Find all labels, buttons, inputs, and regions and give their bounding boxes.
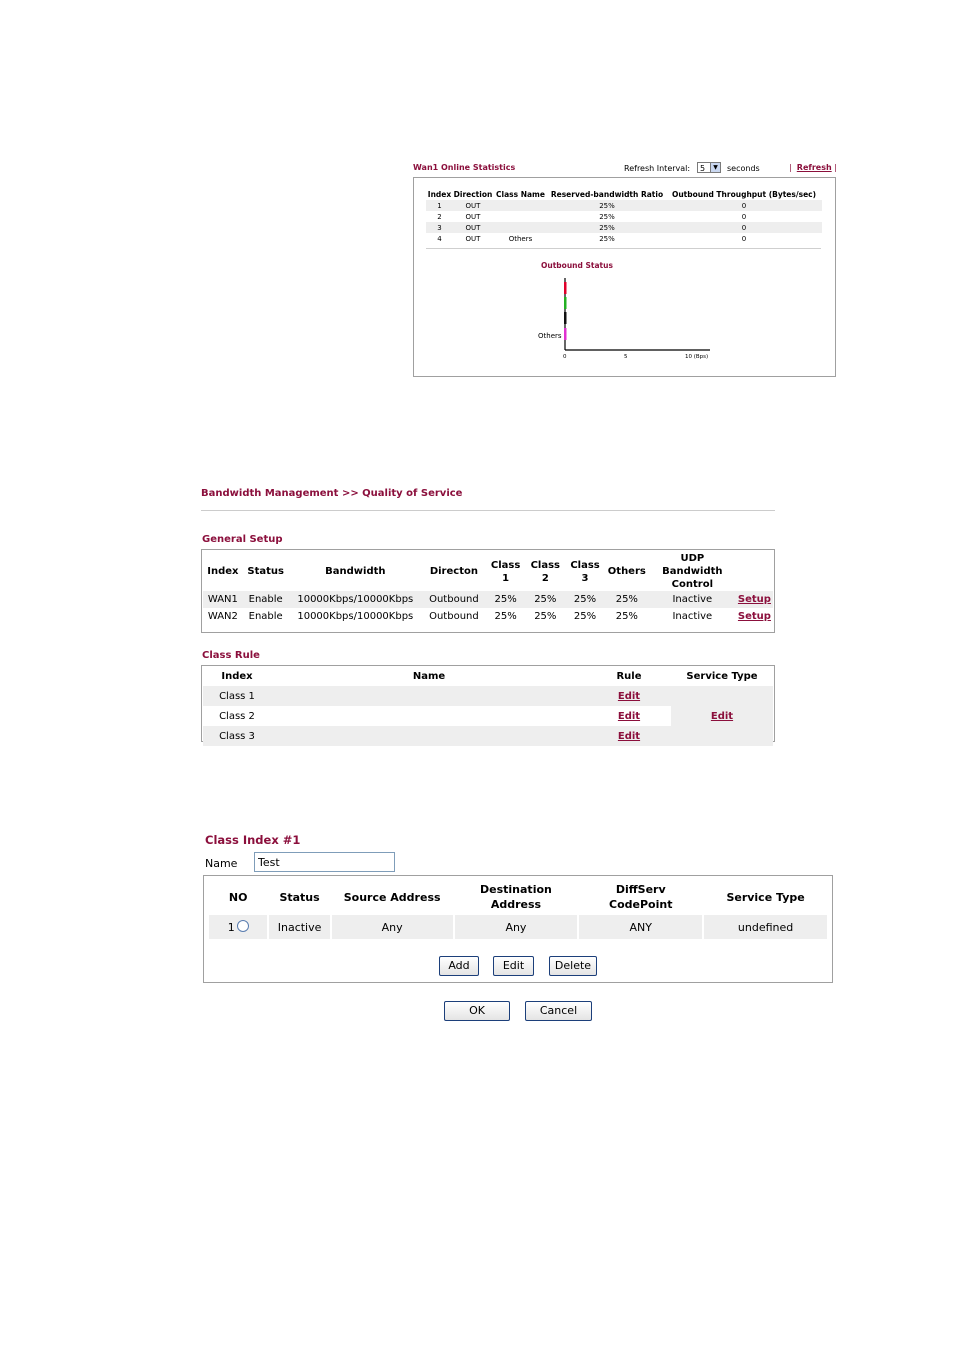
refresh-interval-value: 5 xyxy=(700,164,706,173)
cell-index: WAN1 xyxy=(203,591,243,608)
cell-ratio: 25% xyxy=(599,234,615,243)
cell-bandwidth: 10000Kbps/10000Kbps xyxy=(297,611,414,622)
cell-setup xyxy=(736,591,773,608)
cell-class-3: 25% xyxy=(573,611,597,622)
cell-rule xyxy=(587,686,671,706)
col-name: Name xyxy=(412,671,446,682)
col-class-3-line1: Class xyxy=(570,559,600,571)
bar-others xyxy=(564,328,567,340)
cell-direction: OUT xyxy=(453,200,493,211)
name-input[interactable] xyxy=(254,852,395,872)
divider xyxy=(426,248,821,249)
cell-rule xyxy=(587,726,671,746)
general-setup-title: General Setup xyxy=(202,534,283,545)
cell-throughput: 0 xyxy=(666,222,822,233)
cell-direction: Outbound xyxy=(422,591,486,608)
col-direction: Direction xyxy=(453,190,493,199)
col-dest-line2: Address xyxy=(490,898,542,911)
refresh-interval-label: Refresh Interval: xyxy=(624,164,691,173)
cell-direction: Outbound xyxy=(429,611,479,622)
col-class-2-line1: Class xyxy=(530,559,561,571)
cell-index: Class 1 xyxy=(203,686,271,706)
table-row xyxy=(209,915,827,939)
col-udp-line1: UDP xyxy=(680,553,705,564)
edit-rule-class-2[interactable]: Edit xyxy=(617,710,641,722)
cell-index: 2 xyxy=(437,212,442,221)
cell-service-type: undefined xyxy=(704,915,827,939)
chevron-down-icon[interactable]: ▼ xyxy=(710,163,720,172)
cell-class-1: 25% xyxy=(486,591,526,608)
cell-service-type xyxy=(671,686,773,746)
cell-status: Enable xyxy=(243,591,289,608)
col-destination-address xyxy=(455,879,578,915)
refresh-link[interactable]: Refresh xyxy=(796,163,832,172)
col-rule: Rule xyxy=(616,671,642,682)
col-class-2 xyxy=(525,552,565,591)
cell-udp-control: Inactive xyxy=(672,611,713,622)
seconds-label: seconds xyxy=(727,164,760,173)
cell-diffserv: ANY xyxy=(579,915,702,939)
edit-rule-class-3[interactable]: Edit xyxy=(617,730,641,742)
cell-ratio: 25% xyxy=(548,222,666,233)
col-class-1-line2: 1 xyxy=(502,572,510,584)
cell-class-name xyxy=(493,211,548,222)
col-others: Others xyxy=(607,566,646,577)
cell-others: 25% xyxy=(615,611,638,622)
col-status: Status xyxy=(247,566,284,577)
edit-service-type[interactable]: Edit xyxy=(710,710,734,722)
cell-source-address: Any xyxy=(332,915,453,939)
cell-throughput: 0 xyxy=(666,200,822,211)
cell-name xyxy=(271,686,587,706)
cell-class-name xyxy=(493,222,548,233)
col-direction: Directon xyxy=(429,566,478,577)
chart-category-label: Others xyxy=(538,332,562,340)
col-udp-control xyxy=(649,552,736,591)
cell-class-name: Others xyxy=(508,234,533,243)
col-dest-line1: Destination xyxy=(480,883,552,896)
stats-title: Wan1 Online Statistics xyxy=(413,163,516,172)
col-diffserv xyxy=(579,879,702,915)
col-class-3-line2: 3 xyxy=(581,572,589,584)
col-diffserv-line1: DiffServ xyxy=(615,883,666,896)
cell-direction: OUT xyxy=(465,212,481,221)
chart-tick-label: 10 (Bps) xyxy=(685,354,709,360)
gs-header-row xyxy=(203,552,773,591)
bar-class-3 xyxy=(564,312,567,324)
divider xyxy=(201,510,775,511)
class-rule-table xyxy=(203,667,773,746)
table-row xyxy=(203,591,773,608)
edit-rule-class-1[interactable]: Edit xyxy=(617,690,641,702)
col-ratio: Reserved-bandwidth Ratio xyxy=(550,190,664,199)
cell-throughput: 0 xyxy=(741,234,747,243)
ok-button[interactable]: OK xyxy=(444,1001,510,1021)
edit-button[interactable]: Edit xyxy=(493,956,534,976)
name-label: Name xyxy=(205,857,238,870)
cell-setup xyxy=(736,608,773,625)
row-select-radio[interactable] xyxy=(237,920,249,932)
chart-tick-label: 0 xyxy=(563,354,567,360)
cell-class-2: 25% xyxy=(534,611,557,622)
chart-tick-label: 5 xyxy=(624,354,628,360)
col-index: Index xyxy=(207,566,239,577)
cell-direction: OUT xyxy=(453,222,493,233)
setup-link-wan2[interactable]: Setup xyxy=(737,611,771,622)
cell-name xyxy=(271,726,587,746)
refresh-link-wrap xyxy=(789,163,837,172)
cell-rule xyxy=(587,706,671,726)
delete-button[interactable]: Delete xyxy=(549,956,597,976)
col-service-type: Service Type xyxy=(686,671,758,682)
cell-no xyxy=(209,915,267,939)
cell-index: 3 xyxy=(426,222,453,233)
cell-udp-control: Inactive xyxy=(649,591,736,608)
chart-title: Outbound Status xyxy=(541,261,613,270)
cell-direction: OUT xyxy=(465,234,481,243)
cr-header-row xyxy=(203,667,773,686)
col-bandwidth: Bandwidth xyxy=(325,566,386,577)
stats-header-row xyxy=(426,189,822,200)
table-row xyxy=(426,200,822,211)
refresh-interval-select[interactable] xyxy=(697,162,721,173)
cell-status: Enable xyxy=(248,611,283,622)
separator: | xyxy=(789,163,797,172)
col-no: NO xyxy=(228,890,248,904)
col-class-name: Class Name xyxy=(496,190,545,199)
cell-class-2: 25% xyxy=(525,591,565,608)
stats-table xyxy=(426,189,822,244)
cell-ratio: 25% xyxy=(599,212,615,221)
separator: | xyxy=(831,163,837,172)
cell-status: Inactive xyxy=(269,915,329,939)
cell-others: 25% xyxy=(605,591,649,608)
col-service-type: Service Type xyxy=(726,890,805,904)
add-button[interactable]: Add xyxy=(439,956,479,976)
cell-destination-address: Any xyxy=(455,915,578,939)
cell-class-3: 25% xyxy=(565,591,605,608)
table-row xyxy=(203,686,773,706)
cancel-button[interactable]: Cancel xyxy=(525,1001,592,1021)
table-row xyxy=(426,211,822,222)
cell-name xyxy=(271,706,587,726)
general-setup-table xyxy=(203,552,773,625)
class-index-table xyxy=(207,879,829,939)
col-class-2-line2: 2 xyxy=(541,572,549,584)
col-udp-line2: Bandwidth xyxy=(662,566,723,577)
col-class-1 xyxy=(486,552,526,591)
col-status: Status xyxy=(279,890,320,904)
cell-bandwidth: 10000Kbps/10000Kbps xyxy=(289,591,423,608)
table-row xyxy=(426,222,822,233)
setup-link-wan1[interactable]: Setup xyxy=(737,594,771,605)
cell-index: 4 xyxy=(437,234,442,243)
bar-class-1 xyxy=(564,282,567,294)
col-throughput: Outbound Throughput (Bytes/sec) xyxy=(671,190,817,199)
class-index-title: Class Index #1 xyxy=(205,833,301,847)
cell-index: 1 xyxy=(426,200,453,211)
page-title: Bandwidth Management >> Quality of Service xyxy=(201,488,463,499)
cell-class-name xyxy=(493,200,548,211)
col-class-3 xyxy=(565,552,605,591)
col-class-1-line1: Class xyxy=(490,559,521,571)
row-number: 1 xyxy=(227,921,235,934)
cell-index: Class 2 xyxy=(219,710,255,722)
col-index: Index xyxy=(427,190,452,199)
cell-throughput: 0 xyxy=(741,212,747,221)
col-setup xyxy=(736,552,773,591)
cell-index: WAN2 xyxy=(207,611,238,622)
cell-ratio: 25% xyxy=(548,200,666,211)
class-rule-title: Class Rule xyxy=(202,650,260,661)
cell-index: Class 3 xyxy=(203,726,271,746)
table-row xyxy=(203,608,773,625)
col-udp-line3: Control xyxy=(671,579,713,590)
col-index: Index xyxy=(221,671,253,682)
cell-class-1: 25% xyxy=(494,611,517,622)
table-row xyxy=(426,233,822,244)
ci-header-row xyxy=(209,879,827,915)
col-diffserv-line2: CodePoint xyxy=(609,898,673,911)
bar-class-2 xyxy=(564,297,567,309)
outbound-status-chart xyxy=(530,272,720,367)
col-source-address: Source Address xyxy=(343,890,441,904)
